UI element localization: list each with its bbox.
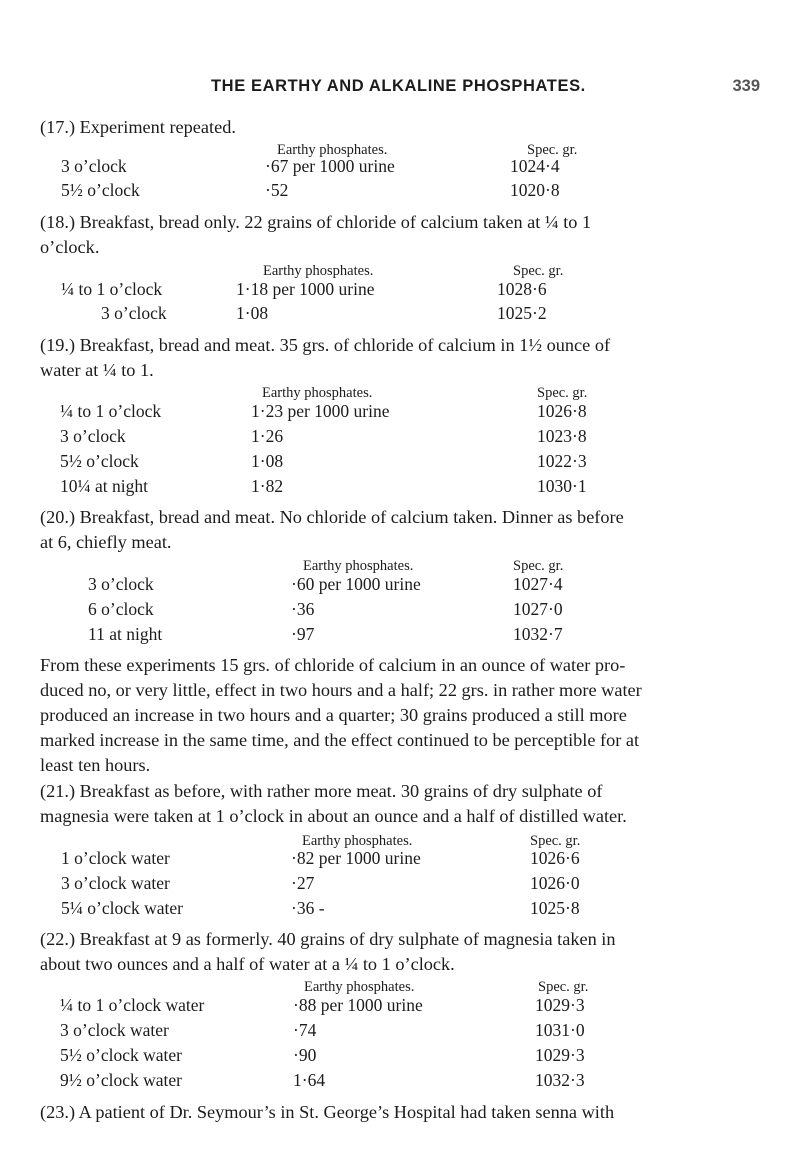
table-22-col-spec: Spec. gr. [538, 979, 589, 995]
table-21-col-phosphates: Earthy phosphates. [302, 833, 413, 849]
running-title: THE EARTHY AND ALKALINE PHOSPHATES. [211, 77, 586, 95]
table-18-col-spec: Spec. gr. [513, 263, 564, 279]
table-row: 3 o’clock ·67 per 1000 urine 1024·4 [61, 156, 560, 176]
table-row: 11 at night ·97 1032·7 [88, 624, 563, 644]
section-23-paragraph: (23.) A patient of Dr. Seymour’s in St. George’s Hospital had taken senna with [40, 1102, 615, 1122]
table-22-col-phosphates: Earthy phosphates. [304, 979, 415, 995]
table-17-col-spec: Spec. gr. [527, 142, 578, 158]
table-row: 3 o’clock water ·74 1031·0 [60, 1020, 585, 1040]
table-row: ¼ to 1 o’clock water ·88 per 1000 urine 1029·3 [60, 995, 585, 1015]
table-row: ¼ to 1 o’clock 1·23 per 1000 urine 1026·8 [60, 401, 587, 421]
running-header [0, 77, 800, 97]
page-number: 339 [732, 77, 760, 95]
table-row: 5½ o’clock ·52 1020·8 [61, 180, 560, 200]
table-row: 5½ o’clock 1·08 1022·3 [60, 451, 587, 471]
table-row: ¼ to 1 o’clock 1·18 per 1000 urine 1028·6 [61, 279, 547, 299]
table-19-col-phosphates: Earthy phosphates. [262, 385, 373, 401]
table-21-col-spec: Spec. gr. [530, 833, 581, 849]
table-row: 6 o’clock ·36 1027·0 [88, 599, 563, 619]
table-row: 3 o’clock 1·26 1023·8 [60, 426, 587, 446]
table-17-col-phosphates: Earthy phosphates. [277, 142, 388, 158]
table-row: 5½ o’clock water ·90 1029·3 [60, 1045, 585, 1065]
section-20-paragraph: (20.) Breakfast, bread and meat. No chloride of calcium taken. Dinner as before at 6, chiefly meat. [40, 507, 624, 552]
table-row: 5¼ o’clock water ·36 - 1025·8 [61, 898, 580, 918]
section-21-paragraph: (21.) Breakfast as before, with rather more meat. 30 grains of dry sulphate of magnesia were taken at 1 o’clock in about an ounce and a half of distilled water. [40, 781, 627, 826]
table-18-col-phosphates: Earthy phosphates. [263, 263, 374, 279]
table-row: 3 o’clock ·60 per 1000 urine 1027·4 [88, 574, 563, 594]
section-22-paragraph: (22.) Breakfast at 9 as formerly. 40 grains of dry sulphate of magnesia taken in about two ounces and a half of water at a ¼ to 1 o’clock. [40, 929, 616, 974]
table-row: 1 o’clock water ·82 per 1000 urine 1026·6 [61, 848, 580, 868]
section-17-heading: (17.) Experiment repeated. [40, 117, 236, 137]
table-20-col-spec: Spec. gr. [513, 558, 564, 574]
table-row: 3 o’clock water ·27 1026·0 [61, 873, 580, 893]
table-row: 10¼ at night 1·82 1030·1 [60, 476, 587, 496]
table-row: 3 o’clock 1·08 1025·2 [101, 303, 547, 323]
table-19-col-spec: Spec. gr. [537, 385, 588, 401]
section-18-paragraph: (18.) Breakfast, bread only. 22 grains of chloride of calcium taken at ¼ to 1 o’clock. [40, 212, 592, 257]
table-row: 9½ o’clock water 1·64 1032·3 [60, 1070, 585, 1090]
section-19-paragraph: (19.) Breakfast, bread and meat. 35 grs. of chloride of calcium in 1½ ounce of water at ¼ to 1. [40, 335, 611, 380]
table-20-col-phosphates: Earthy phosphates. [303, 558, 414, 574]
summary-paragraph: From these experiments 15 grs. of chloride of calcium in an ounce of water pro- duced no, or very little, effect in two hours and a half; 22 grs. in rather more water produced an increase in two hours and a quarter; 30 grains produced a still more marked increase in the same time, and the effect continued to be perceptible for at least ten hours. [40, 655, 642, 775]
